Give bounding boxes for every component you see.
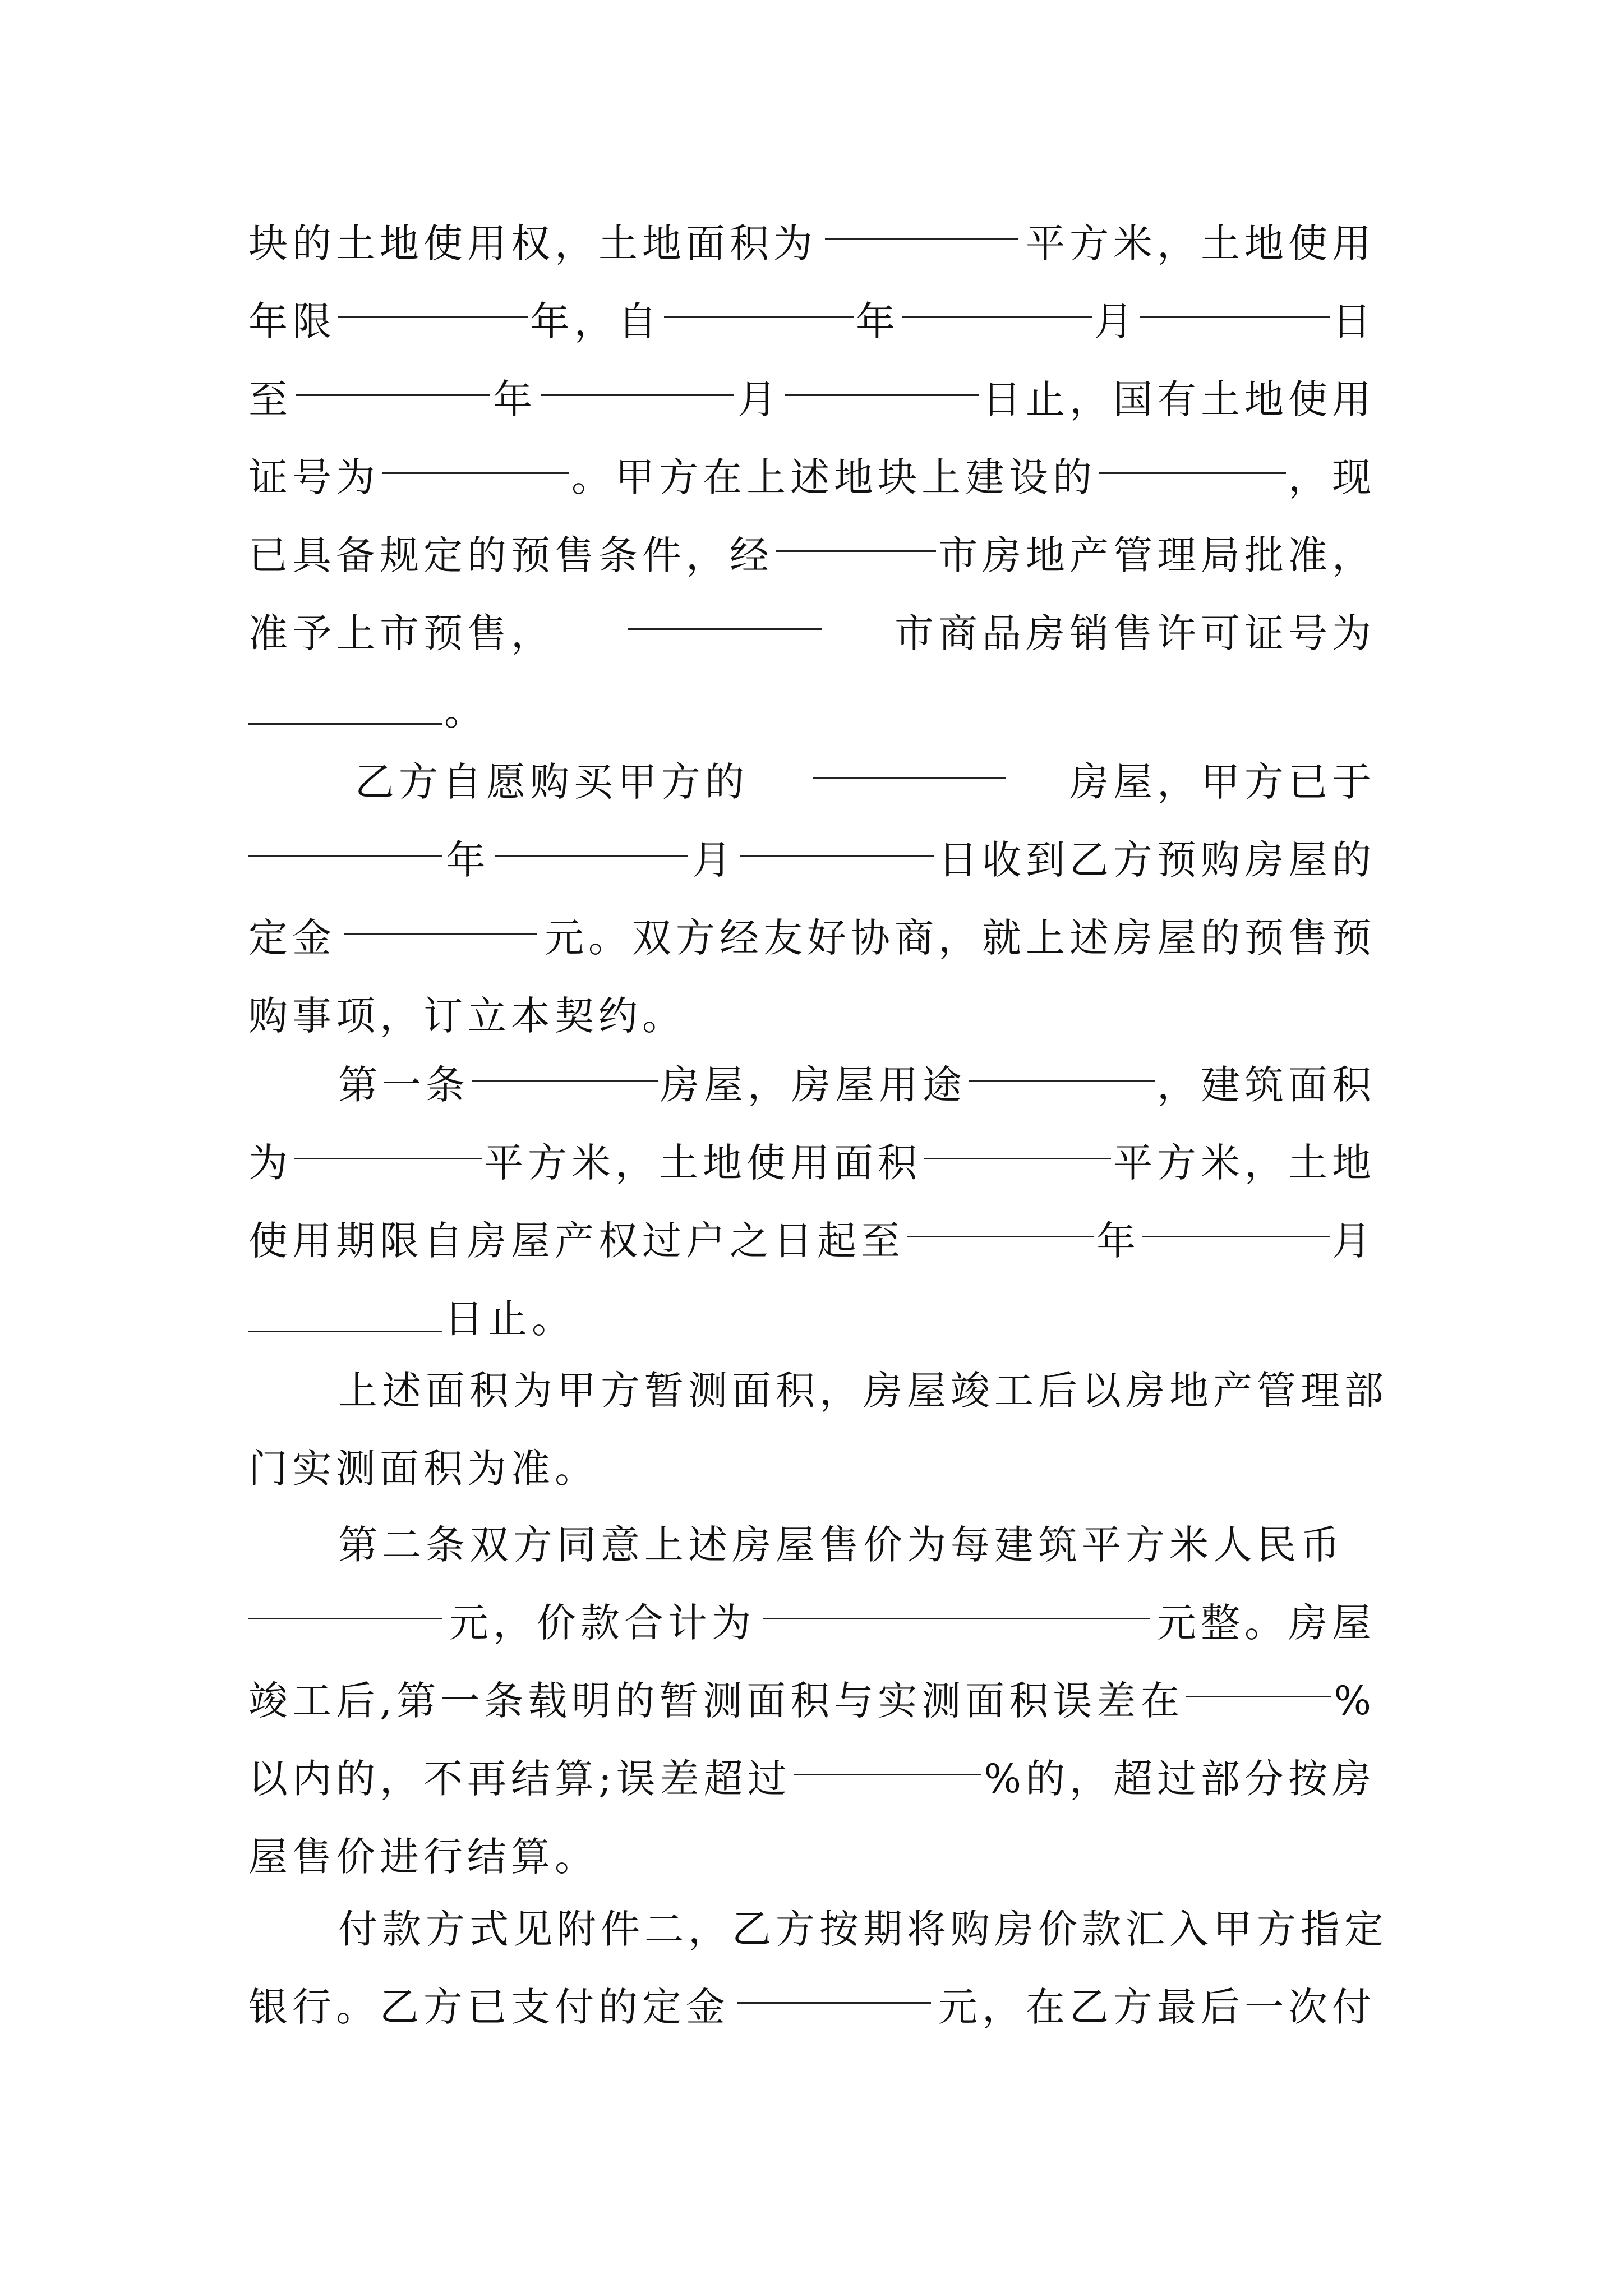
term-end-month-blank [1142,1202,1330,1237]
end-month-blank [541,361,734,396]
text-segment: 以内的，不再结算;误差超过 [248,1756,791,1802]
text-line [248,743,1376,821]
text-line [248,1662,1376,1740]
city-blank [628,595,822,630]
text-segment: 月 [1094,298,1138,344]
text-segment: 元整。房屋 [1157,1600,1376,1646]
house-blank [813,743,1006,779]
term-end-day-blank [248,1297,442,1332]
text-segment: 房屋，甲方已于 [1069,759,1376,805]
text-line [248,1046,1376,1124]
start-day-blank [1140,283,1330,318]
text-line [248,1124,1376,1202]
text-line [248,1352,1388,1430]
deposit-month-blank [495,821,688,857]
text-line [248,361,1376,439]
total-price-blank [763,1584,1150,1619]
text-line [248,1818,1376,1896]
text-segment: 月 [737,376,781,422]
end-day-blank [785,361,979,396]
text-segment: 市房地产管理局批准， [938,532,1376,578]
city-blank [776,517,936,552]
text-segment: 年 [1096,1218,1140,1264]
paragraph-area-note [248,1352,1388,1508]
text-line [248,439,1376,517]
deposit-amount-blank [344,899,537,935]
text-line [248,595,1376,673]
end-year-blank [296,361,490,396]
deposit-day-blank [740,821,934,857]
deposit-year-blank [248,821,442,857]
text-segment: 月 [1332,1218,1376,1264]
text-segment: 至 [248,376,292,422]
text-segment: 平方米，土地 [1113,1140,1376,1186]
text-segment: 年限 [248,298,336,344]
text-segment: 元，在乙方最后一次付 [938,1984,1376,2030]
house-location-blank [472,1046,658,1082]
text-line [248,673,1376,751]
text-segment: 。甲方在上述地块上建设的 [571,454,1096,500]
text-segment: 平方米，土地使用面积 [484,1140,921,1186]
text-segment: 屋售价进行结算。 [248,1834,598,1880]
text-line [248,899,1376,977]
paragraph-purchase-deposit [248,743,1376,1055]
start-year-blank [664,283,854,318]
error-threshold-blank [1186,1662,1331,1697]
text-segment: 年 [856,298,900,344]
text-segment: 年 [493,376,537,422]
text-segment: % [1334,1678,1376,1724]
text-segment: 日收到乙方预购房屋的 [938,837,1376,883]
text-line [248,517,1376,595]
text-line [248,977,1376,1055]
land-term-years-blank [338,283,528,318]
paragraph-article-one [248,1046,1376,1358]
start-month-blank [902,283,1092,318]
text-segment: 为 [248,1140,292,1186]
text-line [248,1890,1388,1968]
text-segment: 平方米，土地使用 [1026,220,1376,266]
text-segment: 第二条双方同意上述房屋售价为每建筑平方米人民币 [338,1522,1344,1568]
text-segment: 第一条 [338,1062,469,1108]
floor-area-blank [294,1124,482,1159]
text-segment: 日止，国有土地使用 [982,376,1376,422]
text-line [248,283,1376,361]
text-segment: 已具备规定的预售条件，经 [248,532,773,578]
text-line [248,1506,1376,1584]
land-use-area-blank [924,1124,1111,1159]
text-segment: ，现 [1288,454,1376,500]
text-line [248,1584,1376,1662]
text-segment: 竣工后,第一条载明的暂测面积与实测面积误差在 [248,1678,1184,1724]
text-segment: 定金 [248,915,336,961]
text-line [248,1430,1376,1508]
unit-price-blank [248,1584,442,1619]
paragraph-payment-method [248,1890,1388,2046]
text-segment: 购事项，订立本契约。 [248,993,686,1039]
text-segment: ，建筑面积 [1157,1062,1376,1108]
building-name-blank [1099,439,1286,474]
text-segment: 准予上市预售， [248,610,555,656]
text-segment: 使用期限自房屋产权过户之日起至 [248,1218,905,1264]
text-segment: 。 [444,688,488,734]
house-usage-blank [969,1046,1155,1082]
text-segment: 门实测面积为准。 [248,1446,598,1492]
text-segment: 年 [446,837,490,883]
paid-deposit-blank [737,1968,931,2004]
text-line [248,821,1376,899]
text-segment: 元，价款合计为 [449,1600,755,1646]
text-segment: 证号为 [248,454,380,500]
presale-permit-number-blank [248,689,442,725]
text-segment: 块的土地使用权，土地面积为 [248,220,817,266]
paragraph-land-use-rights [248,205,1376,751]
text-segment: 上述面积为甲方暂测面积，房屋竣工后以房地产管理部 [338,1368,1388,1414]
text-line [248,1968,1376,2046]
text-segment: 年，自 [530,298,662,344]
text-line [248,205,1376,283]
text-line [248,1202,1376,1280]
text-segment: 乙方自愿购买甲方的 [355,759,749,805]
land-certificate-blank [382,439,569,474]
text-segment: %的，超过部分按房 [984,1756,1376,1802]
land-area-blank [825,205,1018,240]
text-segment: 日止。 [444,1296,575,1342]
text-line [248,1740,1376,1818]
term-end-year-blank [907,1202,1094,1237]
excess-error-blank [794,1740,982,1775]
text-segment: 日 [1332,298,1376,344]
text-segment: 元。双方经友好协商，就上述房屋的预售预 [545,915,1376,961]
text-segment: 市商品房销售许可证号为 [895,610,1376,656]
text-segment: 银行。乙方已支付的定金 [248,1984,730,2030]
text-segment: 房屋，房屋用途 [660,1062,966,1108]
text-segment: 月 [692,837,736,883]
text-segment: 付款方式见附件二，乙方按期将购房价款汇入甲方指定 [338,1906,1388,1952]
paragraph-article-two [248,1506,1376,1896]
text-line [248,1280,1376,1358]
